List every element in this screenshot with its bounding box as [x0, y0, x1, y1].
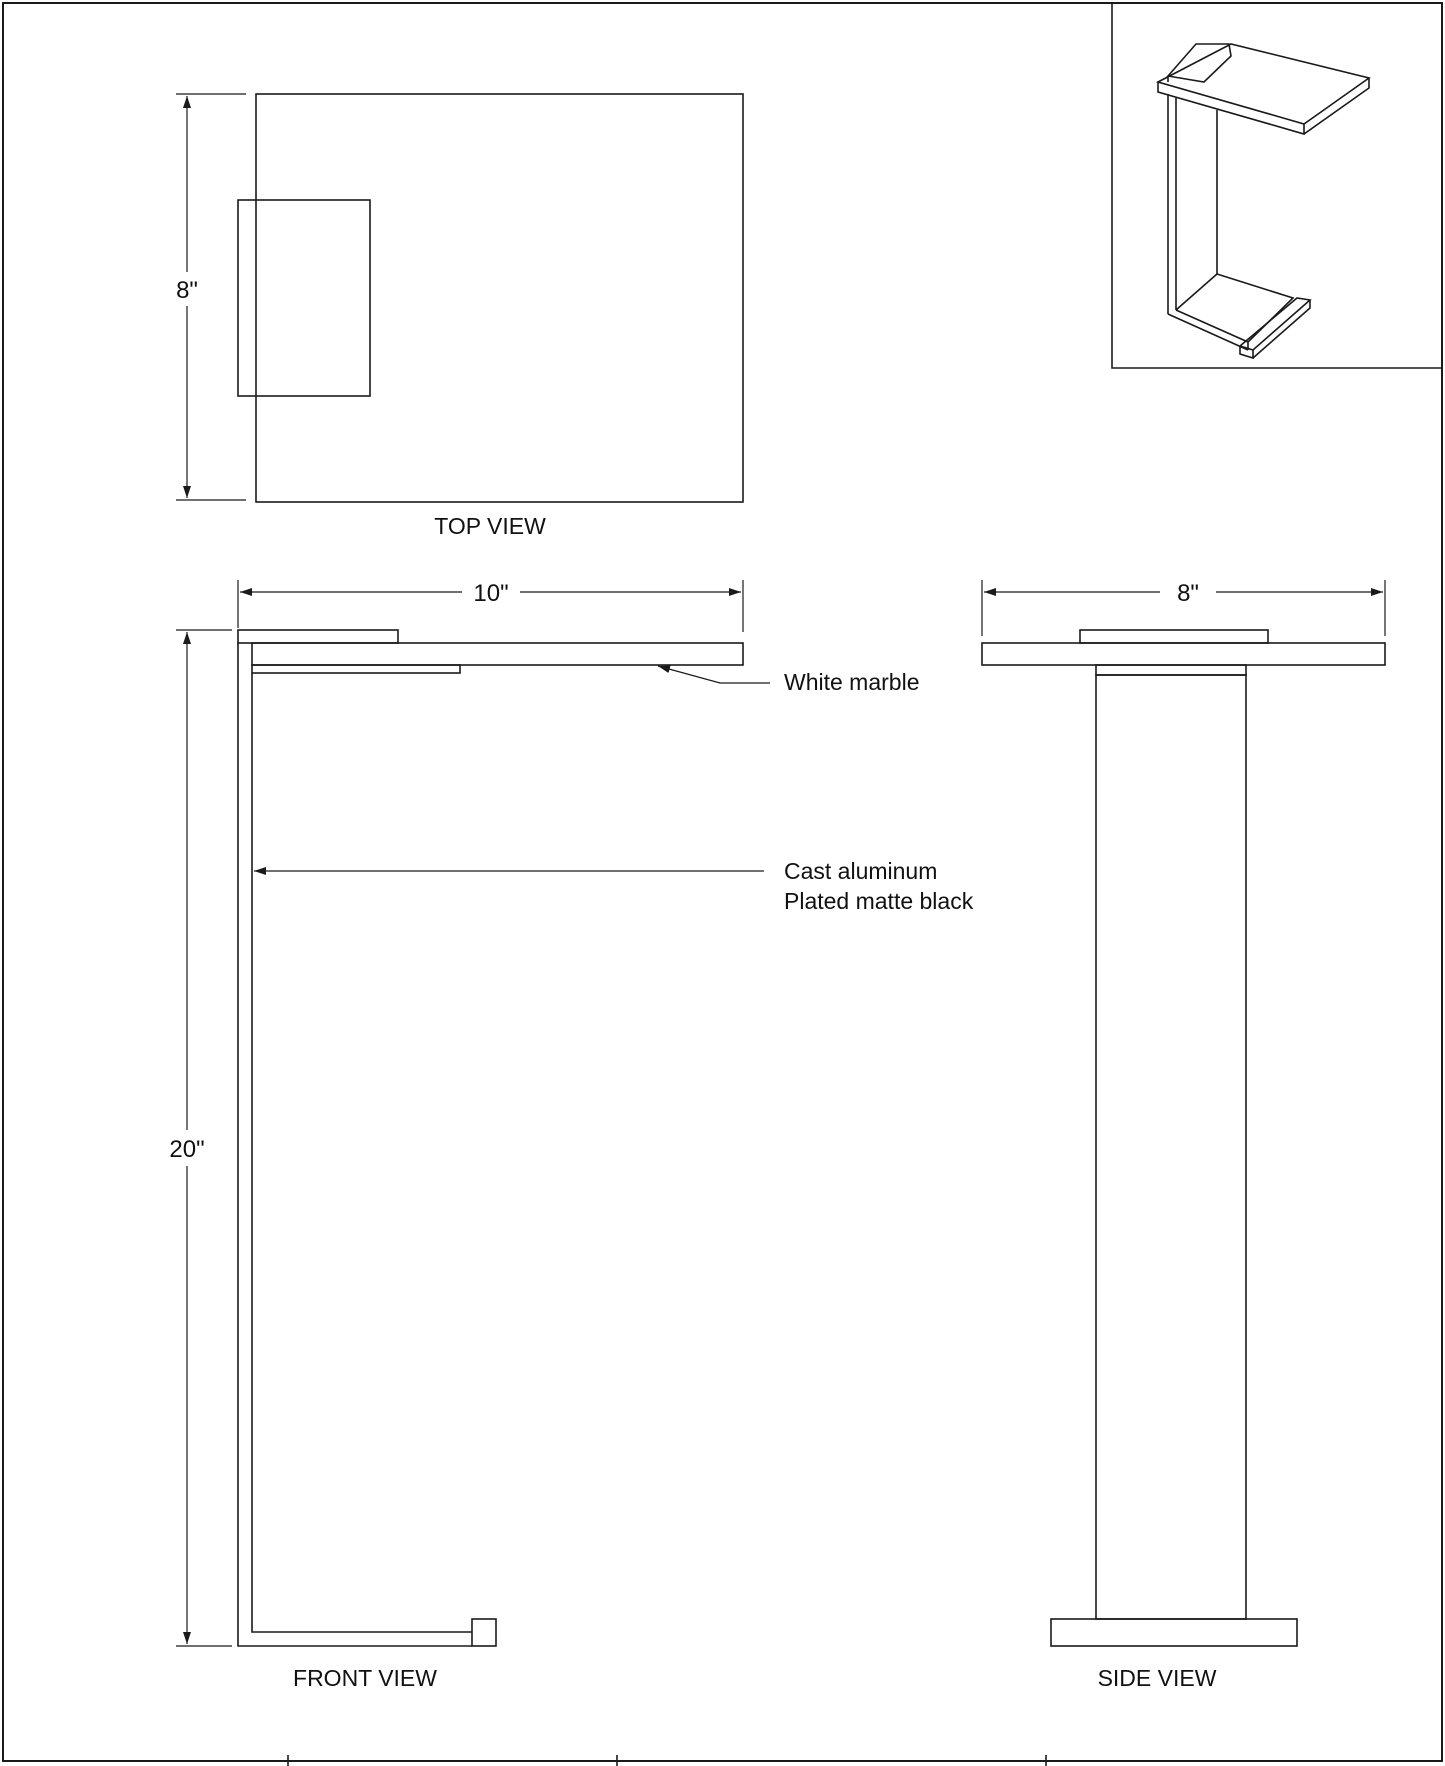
- callout-white-marble: White marble: [784, 669, 920, 695]
- top-view-tabletop: [256, 94, 743, 502]
- top-view-title: TOP VIEW: [434, 513, 546, 539]
- front-tabletop: [252, 643, 743, 665]
- front-view: [169, 580, 973, 1691]
- front-view-title: FRONT VIEW: [293, 1665, 437, 1691]
- side-tabletop: [982, 643, 1385, 665]
- side-depth-label: 8": [1177, 580, 1199, 607]
- inset-foot-bar: [1240, 298, 1310, 358]
- side-upright: [1096, 675, 1246, 1619]
- isometric-inset: [1112, 3, 1442, 368]
- sheet-border: [3, 3, 1442, 1761]
- front-foot: [472, 1619, 496, 1646]
- side-top-bracket: [1096, 665, 1246, 675]
- side-view: [982, 580, 1385, 1691]
- front-handle: [238, 630, 398, 643]
- inset-tabletop: [1158, 44, 1369, 134]
- front-c-frame: [238, 643, 472, 1646]
- callout-cast-aluminum: Cast aluminum: [784, 858, 938, 884]
- front-top-bracket: [252, 665, 460, 673]
- side-view-title: SIDE VIEW: [1097, 1665, 1217, 1691]
- title-block-strip: [3, 1755, 1442, 1766]
- top-depth-label: 8": [176, 277, 198, 304]
- top-view-handle: [238, 200, 370, 396]
- front-width-label: 10": [473, 580, 509, 607]
- leader-white-marble: [658, 666, 770, 683]
- callout-plated-matte-black: Plated matte black: [784, 888, 974, 914]
- side-base: [1051, 1619, 1297, 1646]
- side-handle: [1080, 630, 1268, 643]
- front-height-label: 20": [169, 1136, 205, 1163]
- top-view: [176, 94, 743, 539]
